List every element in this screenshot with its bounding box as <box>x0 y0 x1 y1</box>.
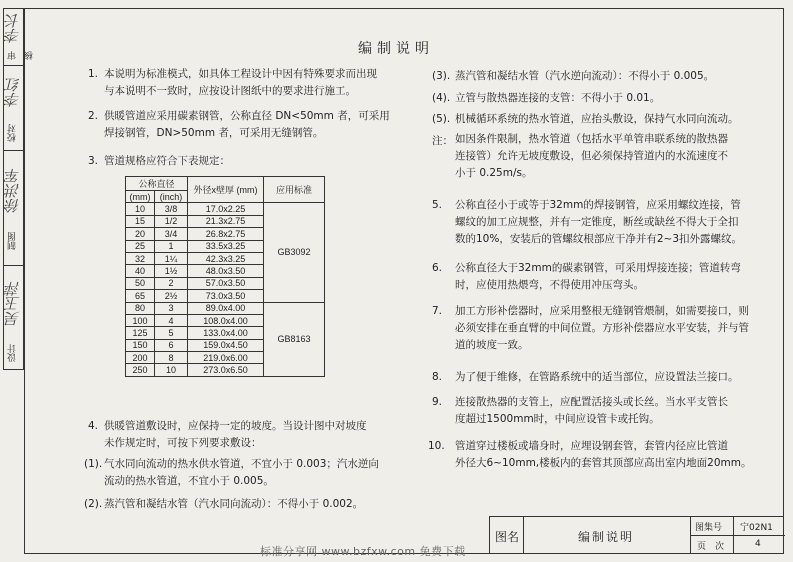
cell-inch: 1¼ <box>155 252 188 264</box>
cell-size: 89.0x4.00 <box>188 302 264 314</box>
drawing-name: 编制说明 <box>578 530 635 544</box>
item-9-text <box>455 394 728 428</box>
cell-mm: 50 <box>126 277 155 289</box>
text-line: 数的10%，安装后的管螺纹根部应干净并有2~3扣外露螺纹。 <box>455 233 742 245</box>
cell-inch: 1/2 <box>155 215 188 227</box>
item-number: 5. <box>432 199 443 211</box>
sub-item-number: (5). <box>432 113 451 125</box>
note-label: 注： <box>432 135 453 147</box>
cell-mm: 65 <box>126 290 155 302</box>
approval-cell-draw <box>4 151 23 266</box>
approval-cell-design <box>4 266 23 369</box>
cell-inch: 2 <box>155 277 188 289</box>
label-set-number: 图集号 <box>695 523 723 533</box>
cell-size: 42.3x3.25 <box>188 252 264 264</box>
item-8-text <box>455 369 739 386</box>
signature-design: 吴玉萍 <box>4 281 22 327</box>
cell-mm: 80 <box>126 302 155 314</box>
item-6-text <box>455 260 741 294</box>
item-7-text <box>455 303 749 354</box>
text-line: 焊接钢管，DN>50mm 者，可采用无缝钢管。 <box>104 127 324 139</box>
cell-mm: 40 <box>126 265 155 277</box>
table-row <box>126 203 325 215</box>
text-line: 为了便于维修，在管路系统中的适当部位，应设置法兰接口。 <box>455 371 739 383</box>
cell-mm: 10 <box>126 203 155 215</box>
cell-size: 33.5x3.25 <box>188 240 264 252</box>
cell-size: 48.0x3.50 <box>188 265 264 277</box>
cell-standard-2: GB8163 <box>264 302 325 376</box>
item-number: 6. <box>432 262 443 274</box>
divider <box>690 535 785 536</box>
item-number: 9. <box>432 396 443 408</box>
cell-size: 26.8x2.75 <box>188 228 264 240</box>
label-drawing-name: 图名 <box>495 530 520 544</box>
cell-size: 219.0x6.00 <box>188 352 264 364</box>
text-line: 蒸汽管和凝结水管（汽水同向流动）：不得小于 0.002。 <box>104 498 364 510</box>
signature-draw: 徐洪军 <box>4 168 22 214</box>
text-line: 小于 0.25m/s。 <box>455 167 533 179</box>
divider <box>523 517 524 554</box>
item-number: 4. <box>88 420 99 432</box>
label-design: 设计 <box>8 344 18 363</box>
header-standard: 应用标准 <box>264 177 325 203</box>
cell-mm: 32 <box>126 252 155 264</box>
header-od-wall: 外径x壁厚 (mm) <box>188 177 264 203</box>
text-line: 与本说明不一致时，应按设计图纸中的要求进行施工。 <box>104 85 356 97</box>
cell-size: 273.0x6.50 <box>188 364 264 376</box>
item-1-text <box>104 66 377 100</box>
page-number: 4 <box>755 539 761 549</box>
cell-inch: 10 <box>155 364 188 376</box>
item-number: 7. <box>432 305 443 317</box>
table-header-row <box>126 177 325 191</box>
cell-inch: 8 <box>155 352 188 364</box>
text-line: 加工方形补偿器时，应采用整根无缝钢管煨制，如需要接口，则 <box>455 305 749 317</box>
cell-inch: 3 <box>155 302 188 314</box>
approval-cell-review <box>4 9 35 66</box>
cell-inch: 1 <box>155 240 188 252</box>
label-page-number: 页 次 <box>697 542 725 552</box>
text-line: 连接管）允许无坡度敷设，但必须保持管道内的水流速度不 <box>455 150 728 162</box>
cell-size: 133.0x4.00 <box>188 327 264 339</box>
item-5-text <box>455 197 742 248</box>
text-line: 时，应使用热煨弯，不得使用冲压弯头。 <box>455 279 644 291</box>
sub-item-number: (3). <box>432 70 451 82</box>
pipe-spec-table <box>125 176 325 377</box>
text-line: 管道规格应符合下表规定： <box>104 155 230 167</box>
sub-item-number: (1). <box>84 458 103 470</box>
note-text <box>455 131 728 182</box>
item-3-text <box>104 153 230 170</box>
text-line: 管道穿过楼板或墙身时，应埋设钢套管，套管内径应比管道 <box>455 440 728 452</box>
cell-mm: 100 <box>126 314 155 326</box>
table-row <box>126 302 325 314</box>
text-line: 螺纹的加工应规整，并有一定锥度，断丝或缺丝不得大于全扣 <box>455 216 739 228</box>
sub-item-5: 机械循环系统的热水管道，应抬头敷设，保持气水同向流动。 <box>455 113 739 125</box>
text-line: 供暖管道敷设时，应保持一定的坡度。当设计图中对坡度 <box>104 420 367 432</box>
text-line: 气水同向流动的热水供水管道，不宜小于 0.003；汽水逆向 <box>104 458 379 470</box>
cell-inch: 3/8 <box>155 203 188 215</box>
item-4-sub-2 <box>104 496 363 513</box>
page-title: 编制说明 <box>358 41 434 57</box>
item-number: 8. <box>432 371 443 383</box>
item-2-text <box>104 108 390 142</box>
text-line: 道的坡度一致。 <box>455 339 529 351</box>
title-block <box>489 516 784 554</box>
sub-item-number: (4). <box>432 92 451 104</box>
header-inch: (inch) <box>155 191 188 203</box>
cell-inch: 6 <box>155 339 188 351</box>
approval-cell-check <box>4 66 23 151</box>
text-line: 供暖管道应采用碳素钢管，公称直径 DN<50mm 者，可采用 <box>104 110 390 122</box>
text-line: 公称直径小于或等于32mm的焊接钢管，应采用螺纹连接，管 <box>455 199 741 211</box>
cell-size: 159.0x4.50 <box>188 339 264 351</box>
signature-review: 李长 <box>4 13 22 43</box>
cell-mm: 125 <box>126 327 155 339</box>
cell-inch: 2½ <box>155 290 188 302</box>
cell-mm: 250 <box>126 364 155 376</box>
text-line: 公称直径大于32mm的碳素钢管，可采用焊接连接；管道转弯 <box>455 262 741 274</box>
cell-inch: 3/4 <box>155 228 188 240</box>
header-mm: (mm) <box>126 191 155 203</box>
approval-column <box>3 8 35 370</box>
set-number: 宁02N1 <box>740 523 773 533</box>
cell-size: 108.0x4.00 <box>188 314 264 326</box>
item-number: 1. <box>88 68 99 80</box>
item-4-text <box>104 418 367 452</box>
cell-inch: 4 <box>155 314 188 326</box>
sub-item-4: 立管与散热器连接的支管：不得小于 0.01。 <box>455 92 661 104</box>
header-group-nominal: 公称直径 <box>126 177 188 191</box>
text-line: 本说明为标准模式，如具体工程设计中因有特殊要求而出现 <box>104 68 377 80</box>
text-line: 如因条件限制，热水管道（包括水平单管串联系统的散热器 <box>455 133 728 145</box>
text-line: 未作规定时，可按下列要求敷设： <box>104 437 262 449</box>
cell-mm: 150 <box>126 339 155 351</box>
signature-check: 李红 <box>4 77 22 107</box>
cell-inch: 5 <box>155 327 188 339</box>
text-line: 外径大6~10mm,楼板内的套管其顶部应高出室内地面20mm。 <box>455 457 752 469</box>
cell-size: 73.0x3.50 <box>188 290 264 302</box>
label-draw: 制图 <box>8 232 18 250</box>
item-number: 3. <box>88 155 99 167</box>
cell-mm: 15 <box>126 215 155 227</box>
item-4-sub-1 <box>104 456 379 490</box>
cell-standard-1: GB3092 <box>264 203 325 302</box>
cell-mm: 20 <box>126 228 155 240</box>
item-number: 10. <box>428 440 445 452</box>
sub-item-3: 蒸汽管和凝结水管（汽水逆向流动）：不得小于 0.005。 <box>455 70 715 82</box>
sub-item-number: (2). <box>84 498 103 510</box>
text-line: 流动的热水管道，不宜小于 0.005。 <box>104 475 274 487</box>
cell-size: 17.0x2.25 <box>188 203 264 215</box>
cell-mm: 25 <box>126 240 155 252</box>
cell-inch: 1½ <box>155 265 188 277</box>
cell-mm: 200 <box>126 352 155 364</box>
label-review: 审核 <box>8 51 35 60</box>
label-check: 校对 <box>8 124 18 142</box>
text-line: 连接散热器的支管上，应配置活接头或长丝。当水平支管长 <box>455 396 728 408</box>
item-number: 2. <box>88 110 99 122</box>
text-line: 度超过1500mm时，中间应设管卡或托钩。 <box>455 413 660 425</box>
cell-size: 21.3x2.75 <box>188 215 264 227</box>
watermark-footer: 标准分享网 www.bzfxw.com 免费下载 <box>260 545 466 558</box>
cell-size: 57.0x3.50 <box>188 277 264 289</box>
item-10-text <box>455 438 751 472</box>
text-line: 必须安排在垂直臂的中间位置。方形补偿器应水平安装，并与管 <box>455 322 749 334</box>
